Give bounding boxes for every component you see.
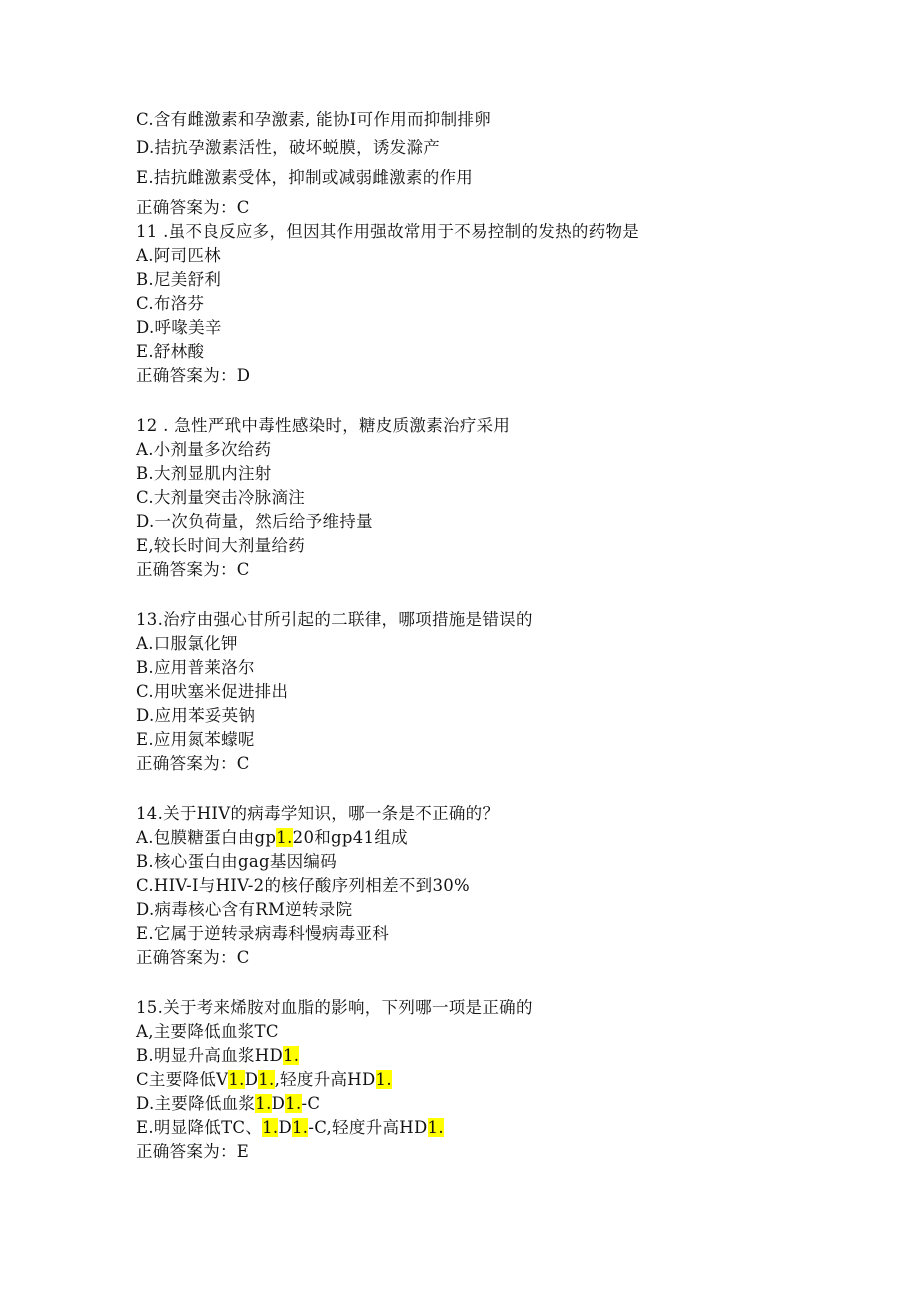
- q10-option-c: C.含有雌激素和孕激素, 能协I可作用而抑制排卵: [136, 110, 491, 129]
- q13-option-a: A.口服氯化钾: [136, 634, 238, 653]
- q14-question: 14.关于HIV的病毒学知识，哪一条是不正确的？: [136, 804, 500, 823]
- q15-option-e-pre: E.明显降低TC、: [136, 1118, 263, 1137]
- q15-option-c-highlight-2: 1.: [258, 1070, 275, 1089]
- q15-option-c-mid1: D: [244, 1070, 259, 1089]
- q15-question: 15.关于考来烯胺对血脂的影响，下列哪一项是正确的: [136, 998, 533, 1017]
- q15-option-b-pre: B.明显升高血浆HD: [136, 1046, 283, 1065]
- q15-option-c-highlight-1: 1.: [228, 1070, 245, 1089]
- q15-option-e-highlight-2: 1.: [292, 1118, 309, 1137]
- q11-option-b: B.尼美舒利: [136, 270, 222, 289]
- q10-option-e: E.拮抗雌激素受体，抑制或减弱雌激素的作用: [136, 168, 474, 187]
- q13-answer: 正确答案为：C: [136, 754, 250, 773]
- q12-question: 12 . 急性严玳中毒性感染时，糖皮质激素治疗采用: [136, 416, 511, 435]
- document-page: [136, 108, 836, 1164]
- q15-option-d-post: -C: [301, 1094, 321, 1113]
- q14-option-d: D.病毒核心含有RM逆转录院: [136, 900, 353, 919]
- q11-option-c: C.布洛芬: [136, 294, 205, 313]
- q15-option-c-highlight-3: 1.: [375, 1070, 392, 1089]
- q15-option-c-pre: C主要降低V: [136, 1070, 229, 1089]
- q15-option-d: [136, 1092, 836, 1116]
- q11-option-e: E.舒林酸: [136, 342, 205, 361]
- q15-option-d-mid: D: [271, 1094, 286, 1113]
- q12-option-e: E,较长时间大剂量给药: [136, 536, 306, 555]
- q15-option-e: [136, 1116, 836, 1140]
- q15-option-e-mid2: -C,轻度升高HD: [308, 1118, 428, 1137]
- q14-option-b: B.核心蛋白由gag基因编码: [136, 852, 338, 871]
- q10-option-d: D.拮抗孕激素活性，破坏蜕膜，诱发滁产: [136, 138, 441, 157]
- q15-option-d-highlight-1: 1.: [255, 1094, 272, 1113]
- q12-answer: 正确答案为：C: [136, 560, 250, 579]
- q12-option-b: B.大剂显肌内注射: [136, 464, 272, 483]
- q11-question: 11 .虽不良反应多，但因其作用强故常用于不易控制的发热的药物是: [136, 222, 640, 241]
- q15-option-d-pre: D.主要降低血浆: [136, 1094, 256, 1113]
- q13-option-b: B.应用普莱洛尔: [136, 658, 255, 677]
- q15-option-b: [136, 1044, 836, 1068]
- q14-option-e: E.它属于逆转录病毒科慢病毒亚科: [136, 924, 390, 943]
- q15-option-b-highlight: 1.: [283, 1046, 300, 1065]
- q15-option-e-highlight-3: 1.: [427, 1118, 444, 1137]
- q13-question: 13.治疗由强心甘所引起的二联律，哪项措施是错误的: [136, 610, 533, 629]
- q15-option-c-mid2: ,轻度升高HD: [274, 1070, 376, 1089]
- q13-option-d: D.应用苯妥英钠: [136, 706, 256, 725]
- q13-option-e: E.应用氮苯蠓呢: [136, 730, 255, 749]
- q14-option-c: C.HIV-I与HIV-2的核仔酸序列相差不到30%: [136, 876, 471, 895]
- q14-option-a-post: 20和gp41组成: [292, 828, 408, 847]
- q11-option-a: A.阿司匹林: [136, 246, 221, 265]
- q14-option-a: [136, 826, 836, 850]
- q15-option-a: A,主要降低血浆TC: [136, 1022, 279, 1041]
- q15-option-c: [136, 1068, 836, 1092]
- q14-option-a-pre: A.包膜糖蛋白由gp: [136, 828, 277, 847]
- q11-option-d: D.呼喙美辛: [136, 318, 222, 337]
- q15-option-d-highlight-2: 1.: [285, 1094, 302, 1113]
- q15-option-e-highlight-1: 1.: [262, 1118, 279, 1137]
- q11-answer: 正确答案为：D: [136, 366, 251, 385]
- q10-answer: 正确答案为：C: [136, 198, 250, 217]
- q12-option-d: D.一次负荷量，然后给予维持量: [136, 512, 373, 531]
- q15-answer: 正确答案为：E: [136, 1142, 250, 1161]
- q14-answer: 正确答案为：C: [136, 948, 250, 967]
- q12-option-a: A.小剂量多次给药: [136, 440, 272, 459]
- q15-option-e-mid1: D: [278, 1118, 292, 1137]
- q12-option-c: C.大剂量突击冷脉滴注: [136, 488, 306, 507]
- q13-option-c: C.用吠塞米促进排出: [136, 682, 289, 701]
- q14-option-a-highlight: 1.: [276, 828, 293, 847]
